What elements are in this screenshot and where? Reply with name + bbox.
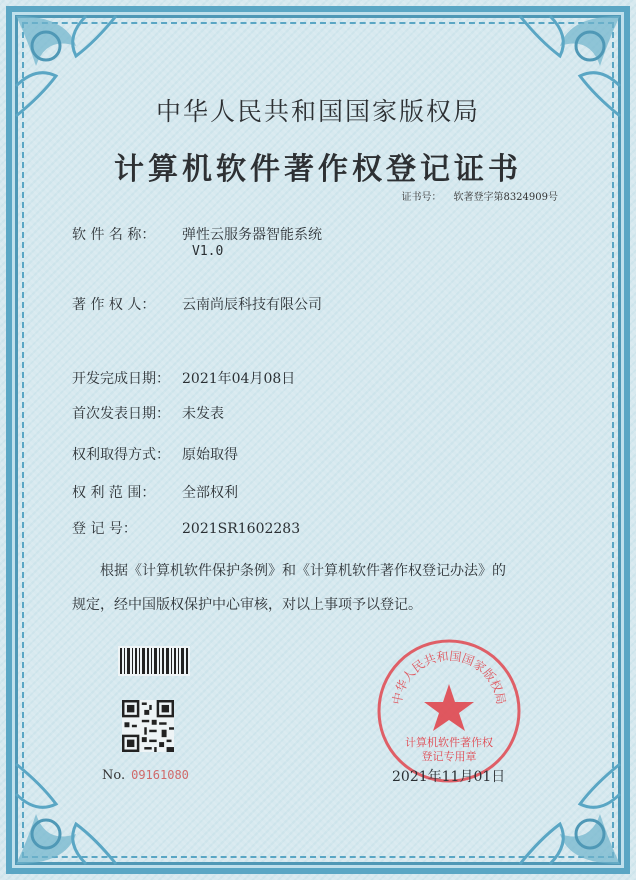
serial-value: 09161080 bbox=[131, 768, 189, 782]
field-label: 开发完成日期： bbox=[72, 371, 170, 387]
field-value: 云南尚辰科技有限公司 bbox=[182, 297, 322, 313]
field-value: 全部权利 bbox=[182, 485, 238, 501]
field-label: 权利取得方式： bbox=[72, 447, 170, 463]
qr-code-icon bbox=[122, 700, 174, 752]
field-acquire-method bbox=[72, 444, 238, 464]
field-label: 首次发表日期： bbox=[72, 406, 170, 422]
statement-paragraph bbox=[72, 554, 572, 622]
barcode-icon bbox=[118, 646, 190, 676]
field-dev-date bbox=[72, 368, 295, 388]
field-value: 原始取得 bbox=[182, 447, 238, 463]
field-owner bbox=[72, 294, 322, 314]
field-registration-no bbox=[72, 518, 300, 538]
official-seal-icon bbox=[374, 636, 524, 786]
field-version: V1.0 bbox=[192, 244, 224, 259]
seal-outer-text: 中华人民共和国国家版权局 bbox=[389, 648, 509, 706]
corner-ornament-icon bbox=[510, 754, 630, 874]
cert-number-label: 证书号： bbox=[401, 192, 442, 203]
statement-line-2: 规定，经中国版权保护中心审核，对以上事项予以登记。 bbox=[72, 597, 422, 613]
serial-number bbox=[102, 768, 189, 783]
seal-inner-line-1: 计算机软件著作权 bbox=[405, 736, 493, 749]
issue-date: 2021年11月01日 bbox=[392, 769, 506, 785]
field-software-name bbox=[72, 224, 322, 259]
seal-inner-line-2: 登记专用章 bbox=[421, 750, 477, 763]
field-publish-date bbox=[72, 403, 224, 423]
certificate-number bbox=[401, 188, 558, 203]
field-label: 登 记 号： bbox=[72, 521, 137, 537]
field-label: 著 作 权 人： bbox=[72, 297, 156, 313]
issuer-title: 中华人民共和国国家版权局 bbox=[155, 97, 480, 126]
field-value: 2021SR1602283 bbox=[182, 521, 301, 537]
field-rights-scope bbox=[72, 482, 238, 502]
field-label: 软 件 名 称： bbox=[72, 227, 156, 243]
serial-label: No. bbox=[102, 768, 126, 783]
field-label: 权 利 范 围： bbox=[72, 485, 156, 501]
cert-number-value: 软著登字第8324909号 bbox=[453, 192, 558, 203]
certificate-title: 计算机软件著作权登记证书 bbox=[114, 152, 522, 187]
field-value: 弹性云服务器智能系统 bbox=[182, 227, 322, 243]
statement-line-1: 根据《计算机软件保护条例》和《计算机软件著作权登记办法》的 bbox=[100, 563, 506, 579]
field-value: 未发表 bbox=[182, 406, 224, 422]
field-value: 2021年04月08日 bbox=[182, 371, 296, 387]
